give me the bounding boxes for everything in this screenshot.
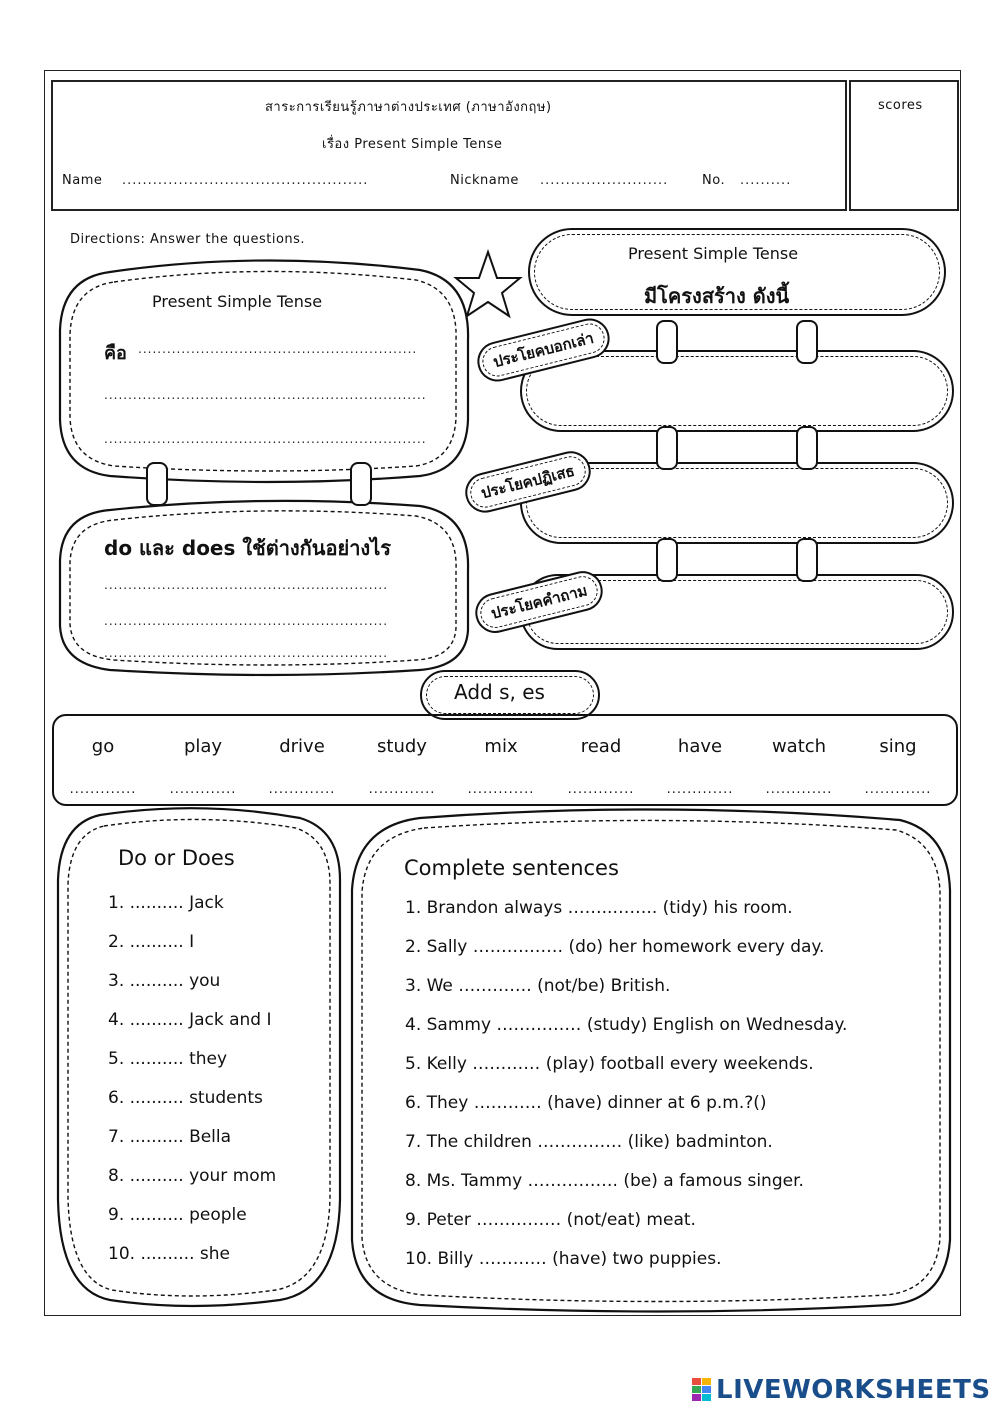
ring-connector (656, 320, 678, 364)
structure-subtitle: มีโครงสร้าง ดังนี้ (644, 284, 790, 308)
definition-line-1[interactable]: .......................................................... (138, 342, 418, 356)
sentence-item[interactable]: 8. Ms. Tammy ……………. (be) a famous singer. (405, 1171, 804, 1191)
verb-word: sing (879, 736, 917, 757)
sentence-item[interactable]: 10. Billy ………… (have) two puppies. (405, 1249, 722, 1269)
verb-answer-blank[interactable]: ............. (69, 782, 137, 797)
structure-title: Present Simple Tense (628, 244, 799, 263)
definition-line-3[interactable]: ................................................................... (104, 432, 427, 446)
do-or-does-item[interactable]: 1. .......... Jack (108, 893, 224, 913)
verb-word: go (91, 736, 115, 757)
definition-title: Present Simple Tense (152, 292, 323, 311)
sentence-item[interactable]: 3. We …………. (not/be) British. (405, 976, 671, 996)
nickname-label: Nickname (450, 173, 519, 188)
verb-word: mix (484, 736, 518, 757)
name-field[interactable]: ................................................ (122, 173, 369, 188)
add-s-es-title: Add s, es (454, 680, 545, 704)
do-or-does-item[interactable]: 5. .......... they (108, 1049, 228, 1069)
do-does-line-3[interactable]: ........................................................... (104, 646, 389, 660)
do-does-title: do และ does ใช้ต่างกันอย่างไร (104, 536, 391, 560)
verb-word: drive (279, 736, 325, 757)
ring-connector (656, 538, 678, 582)
number-label: No. (702, 173, 726, 188)
do-or-does-item[interactable]: 4. .......... Jack and I (108, 1010, 272, 1030)
verb-word: watch (771, 736, 827, 757)
liveworksheets-logo-icon (692, 1378, 712, 1402)
definition-line-2[interactable]: ................................................................... (104, 388, 427, 402)
ring-connector (146, 462, 168, 506)
do-does-line-1[interactable]: ........................................................... (104, 578, 389, 592)
sentence-item[interactable]: 4. Sammy …………… (study) English on Wednesday. (405, 1015, 848, 1035)
ring-connector (796, 426, 818, 470)
do-or-does-item[interactable]: 10. .......... she (108, 1244, 230, 1264)
do-or-does-item[interactable]: 7. .......... Bella (108, 1127, 232, 1147)
negative-sentence-tag: ประโยคปฏิเสธ (461, 447, 594, 517)
verb-answer-blank[interactable]: ............. (864, 782, 932, 797)
number-field[interactable]: .......... (740, 173, 792, 188)
verb-word: study (377, 736, 427, 757)
do-or-does-title: Do or Does (118, 846, 235, 870)
verb-word: play (183, 736, 223, 757)
nickname-field[interactable]: ......................... (540, 173, 669, 188)
affirmative-answer-pill[interactable] (520, 350, 954, 432)
header-topic: เรื่อง Present Simple Tense (322, 137, 503, 152)
do-does-line-2[interactable]: ........................................................... (104, 614, 389, 628)
do-or-does-item[interactable]: 9. .......... people (108, 1205, 247, 1225)
verb-answer-blank[interactable]: ............. (467, 782, 535, 797)
sentence-item[interactable]: 9. Peter …………… (not/eat) meat. (405, 1210, 696, 1230)
verb-word: read (580, 736, 622, 757)
definition-label: คือ (104, 343, 127, 364)
verb-answer-blank[interactable]: ............. (567, 782, 635, 797)
ring-connector (350, 462, 372, 506)
sentence-item[interactable]: 1. Brandon always ……..…….. (tidy) his room. (405, 898, 793, 918)
sentence-item[interactable]: 2. Sally ……….…… (do) her homework every day. (405, 937, 825, 957)
ring-connector (656, 426, 678, 470)
sentence-item[interactable]: 5. Kelly ………… (play) football every weekends. (405, 1054, 814, 1074)
directions-text: Directions: Answer the questions. (70, 232, 306, 247)
complete-sentences-title: Complete sentences (404, 856, 619, 880)
question-sentence-tag: ประโยคคำถาม (471, 567, 607, 637)
verb-answer-blank[interactable]: ............. (666, 782, 734, 797)
ring-connector (796, 538, 818, 582)
verb-answer-blank[interactable]: ............. (368, 782, 436, 797)
verb-word: have (677, 736, 723, 757)
verb-answer-blank[interactable]: ............. (268, 782, 336, 797)
affirmative-sentence-tag: ประโยคบอกเล่า (473, 314, 614, 385)
ring-connector (796, 320, 818, 364)
do-or-does-item[interactable]: 6. .......... students (108, 1088, 263, 1108)
sentence-item[interactable]: 7. The children …………… (like) badminton. (405, 1132, 773, 1152)
header-subject: สาระการเรียนรู้ภาษาต่างประเทศ (ภาษาอังกฤษ) (265, 100, 552, 115)
sentence-item[interactable]: 6. They ………… (have) dinner at 6 p.m.?() (405, 1093, 767, 1113)
liveworksheets-logo-text[interactable]: LIVEWORKSHEETS (716, 1375, 991, 1405)
do-or-does-item[interactable]: 2. .......... I (108, 932, 195, 952)
verb-answer-blank[interactable]: ............. (169, 782, 237, 797)
verb-answer-blank[interactable]: ............. (765, 782, 833, 797)
name-label: Name (62, 173, 103, 188)
scores-label: scores (878, 98, 923, 113)
do-or-does-item[interactable]: 3. .......... you (108, 971, 221, 991)
do-or-does-item[interactable]: 8. .......... your mom (108, 1166, 277, 1186)
